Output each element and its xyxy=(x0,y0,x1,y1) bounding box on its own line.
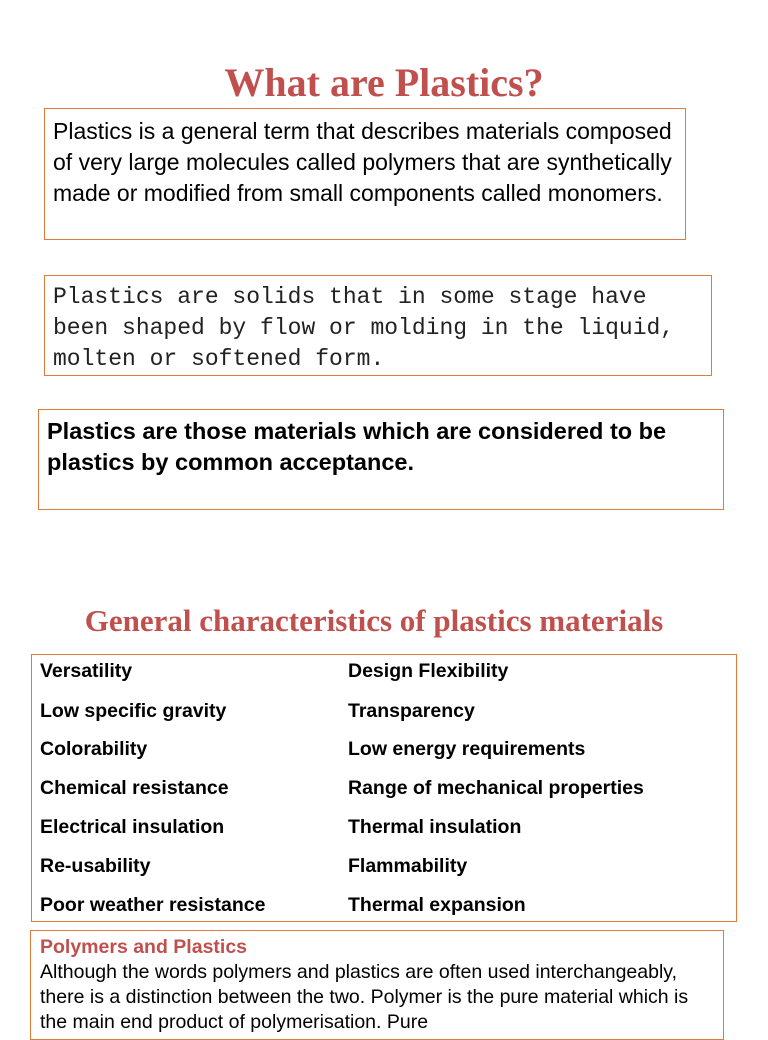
characteristic-left: Low specific gravity xyxy=(40,700,227,722)
characteristic-left: Chemical resistance xyxy=(40,777,229,799)
polymers-heading: Polymers and Plastics xyxy=(40,936,248,958)
characteristic-right: Thermal expansion xyxy=(348,894,526,916)
characteristic-right: Transparency xyxy=(348,700,475,722)
table-row xyxy=(32,733,736,772)
table-row xyxy=(32,695,736,734)
characteristic-left: Poor weather resistance xyxy=(40,894,266,916)
table-row xyxy=(32,850,736,889)
characteristic-left: Colorability xyxy=(40,738,148,760)
characteristics-heading: General characteristics of plastics materials xyxy=(84,603,664,638)
page-title: What are Plastics? xyxy=(224,60,544,105)
characteristic-right: Flammability xyxy=(348,855,468,877)
characteristic-left: Re-usability xyxy=(40,855,151,877)
characteristic-left: Versatility xyxy=(40,660,133,682)
table-row xyxy=(32,811,736,850)
table-row xyxy=(32,772,736,811)
table-row xyxy=(32,655,736,694)
characteristic-right: Low energy requirements xyxy=(348,738,586,760)
characteristic-right: Range of mechanical properties xyxy=(348,777,644,799)
definition-shaped-by-flow: Plastics are solids that in some stage have been shaped by flow or molding in the liquid, molten or softened form. xyxy=(44,275,712,376)
characteristics-table xyxy=(31,654,737,922)
characteristic-left: Electrical insulation xyxy=(40,816,225,838)
characteristic-right: Thermal insulation xyxy=(348,816,522,838)
characteristic-right: Design Flexibility xyxy=(348,660,509,682)
table-row xyxy=(32,889,736,928)
polymers-body: Although the words polymers and plastics are often used interchangeably, there is a distinction between the two. Polymer is the pure material which is the main end product of polymerisation. Pure xyxy=(40,961,689,1033)
definition-common-acceptance: Plastics are those materials which are considered to be plastics by common acceptance. xyxy=(38,409,724,510)
definition-general-term: Plastics is a general term that describes materials composed of very large molecules called polymers that are synthetically made or modified from small components called monomers. xyxy=(44,108,686,240)
